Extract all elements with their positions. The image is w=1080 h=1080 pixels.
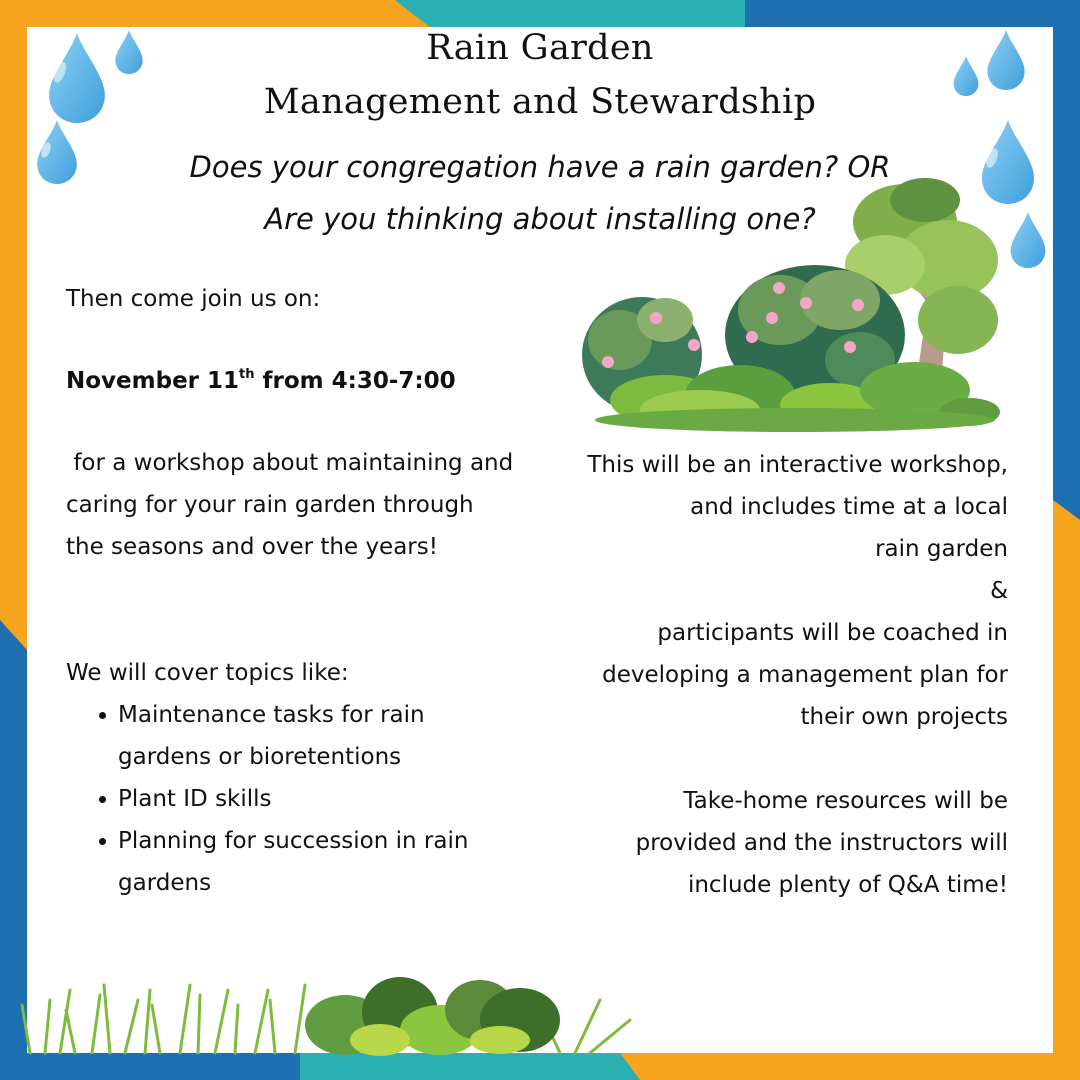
resources-line: Take-home resources will be [683, 788, 1008, 814]
details-line: participants will be coached in [657, 620, 1008, 646]
topics-list [96, 694, 516, 904]
event-date [66, 360, 456, 402]
list-item: Maintenance tasks for rain gardens or bioretentions [96, 694, 516, 778]
page-subtitle: Management and Stewardship [263, 82, 817, 122]
date-superscript: th [239, 367, 255, 382]
list-item: Planning for succession in rain gardens [96, 820, 516, 904]
workshop-details [540, 444, 1008, 738]
date-prefix: November 11 [66, 368, 240, 394]
details-line: rain garden [875, 536, 1008, 562]
details-line: & [990, 578, 1008, 604]
details-line: This will be an interactive workshop, [587, 452, 1008, 478]
question-line-2: Are you thinking about installing one? [264, 202, 816, 236]
bottom-bushes [305, 977, 560, 1056]
resources-line: include plenty of Q&A time! [687, 872, 1008, 898]
workshop-text: for a workshop about maintaining and caring for your rain garden through the seasons and over the years! [66, 450, 514, 560]
resources-info [540, 780, 1008, 906]
question-line-1: Does your congregation have a rain garden? OR [189, 150, 891, 184]
details-line: and includes time at a local [690, 494, 1008, 520]
workshop-description [66, 442, 516, 568]
resources-line: provided and the instructors will [635, 830, 1008, 856]
topics-lead: We will cover topics like: [66, 660, 349, 686]
details-line: their own projects [800, 704, 1008, 730]
intro-text: Then come join us on: [66, 286, 321, 312]
page-title: Rain Garden [426, 28, 654, 68]
details-line: developing a management plan for [602, 662, 1008, 688]
list-item: Plant ID skills [96, 778, 516, 820]
date-time: from 4:30-7:00 [254, 368, 456, 394]
